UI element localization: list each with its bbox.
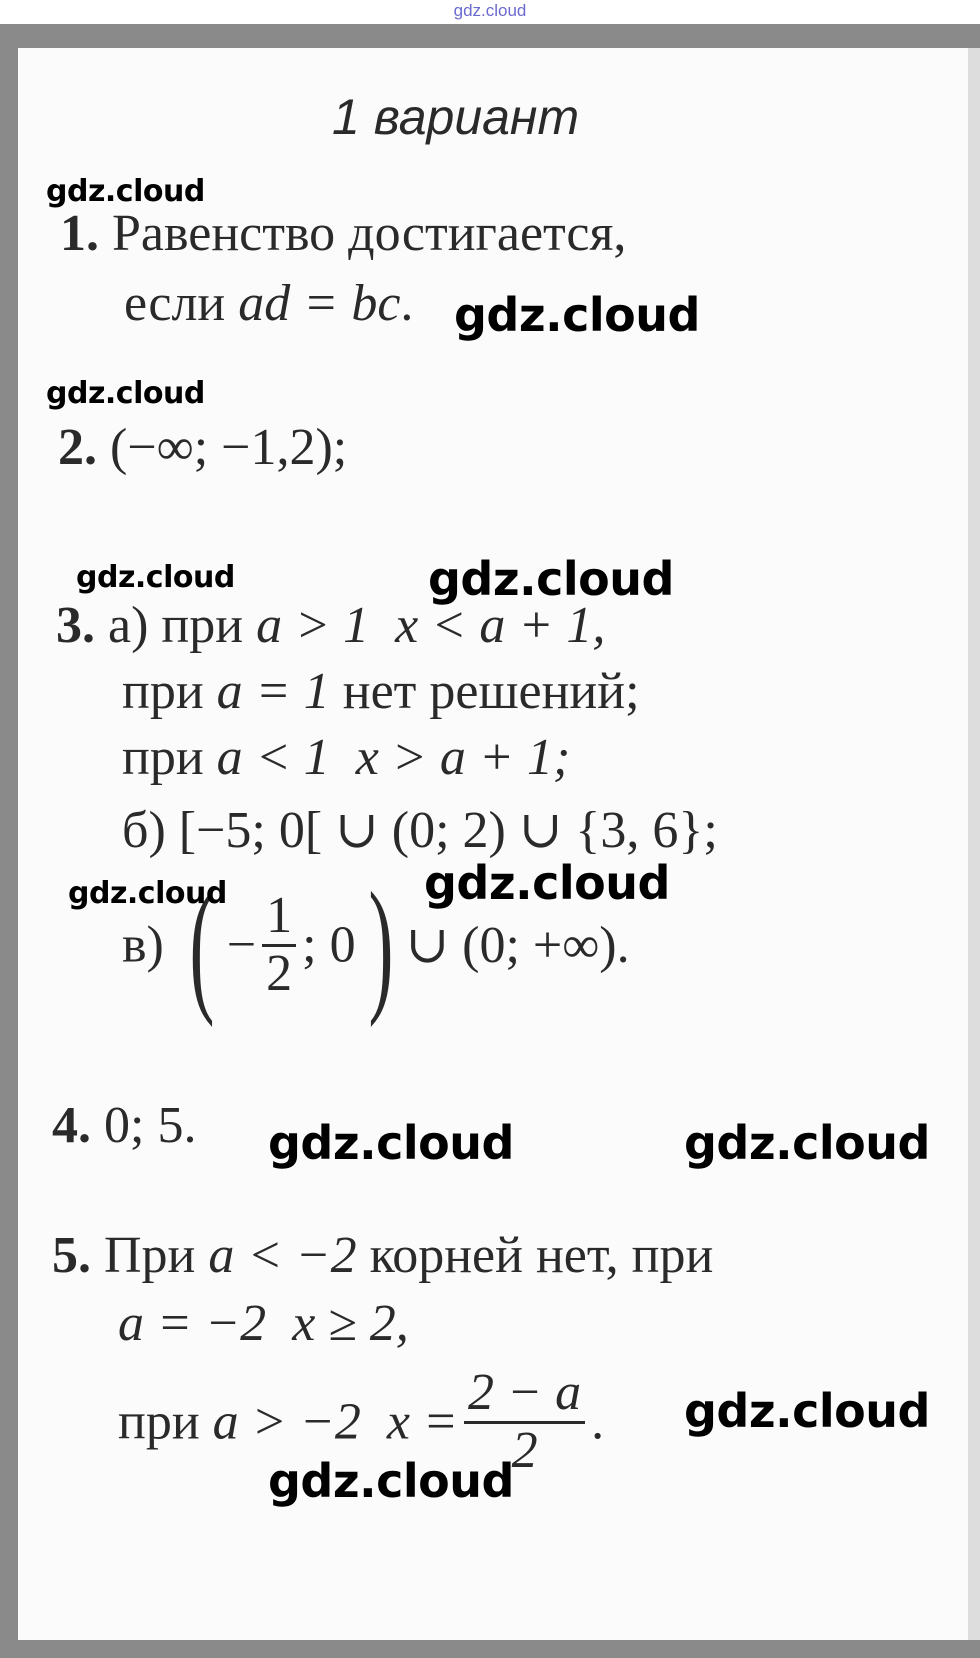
problem-3a-pre-3: при	[122, 729, 217, 786]
watermark: gdz.cloud	[46, 376, 205, 411]
page-title: 1 вариант	[332, 89, 580, 145]
fraction-numerator: 1	[262, 889, 296, 947]
problem-4-line	[52, 1096, 196, 1155]
problem-5-var: x =	[386, 1393, 459, 1451]
problem-3c-minus: −	[226, 916, 257, 974]
problem-1-line-1	[60, 204, 626, 263]
big-left-paren: (	[189, 862, 215, 1028]
problem-3-number: 3.	[56, 597, 95, 654]
problem-5-number: 5.	[52, 1227, 91, 1284]
watermark: gdz.cloud	[684, 1116, 930, 1170]
problem-5-pre-3: при	[118, 1393, 213, 1451]
problem-3a-pre-2: при	[122, 663, 217, 720]
problem-3-line-2	[122, 662, 640, 721]
problem-5-cond-2: a = −2	[118, 1295, 267, 1352]
problem-4-answer: 0; 5.	[104, 1097, 197, 1154]
problem-3a-cond-2: a = 1	[216, 663, 330, 720]
problem-5-post-1: корней нет, при	[356, 1227, 714, 1284]
watermark: gdz.cloud	[684, 1384, 930, 1438]
problem-1-period: .	[400, 275, 414, 332]
problem-3a-cond-1: a > 1	[256, 597, 370, 654]
watermark: gdz.cloud	[424, 856, 670, 910]
top-watermark: gdz.cloud	[453, 1, 527, 20]
problem-1-text: Равенство достигается,	[112, 205, 627, 262]
problem-3c-union: ∪ (0; +∞).	[405, 917, 630, 974]
problem-3a-res-3: x > a + 1;	[355, 729, 571, 786]
problem-3c-label: в)	[122, 916, 164, 974]
answer-page	[18, 48, 980, 1640]
problem-3a-res-1: x < a + 1,	[395, 597, 606, 654]
watermark: gdz.cloud	[68, 876, 227, 911]
problem-3-line-3	[122, 728, 570, 787]
watermark: gdz.cloud	[268, 1454, 514, 1508]
watermark: gdz.cloud	[46, 174, 205, 209]
big-right-paren: )	[368, 862, 394, 1028]
watermark: gdz.cloud	[428, 552, 674, 606]
problem-2-number: 2.	[58, 419, 97, 476]
problem-1-if: если	[124, 275, 239, 332]
problem-3b-line	[122, 800, 718, 860]
problem-3a-res-2: нет решений;	[329, 663, 640, 720]
problem-2-line	[58, 418, 347, 477]
problem-3b-answer: б) [−5; 0[ ∪ (0; 2) ∪ {3, 6};	[122, 802, 718, 859]
problem-4-number: 4.	[52, 1097, 91, 1154]
problem-5-line-1	[52, 1226, 713, 1285]
problem-5-cond-1: a < −2	[208, 1227, 357, 1284]
fraction-denominator: 2	[266, 944, 293, 1002]
fraction-denominator: 2	[511, 1421, 538, 1479]
page-edge	[968, 48, 980, 1640]
problem-5-pre-1: При	[104, 1227, 209, 1284]
problem-1-line-2	[124, 274, 413, 333]
problem-1-number: 1.	[60, 205, 99, 262]
problem-5-res-2: x ≥ 2,	[292, 1295, 409, 1352]
fraction-numerator: 2 − a	[464, 1366, 585, 1424]
problem-3c-fraction	[262, 886, 296, 1002]
problem-5-cond-3: a > −2	[212, 1393, 361, 1451]
problem-5-period: .	[591, 1393, 605, 1451]
watermark: gdz.cloud	[76, 560, 235, 595]
problem-3c-zero: ; 0	[302, 916, 356, 974]
problem-3a-cond-3: a < 1	[216, 729, 330, 786]
problem-2-answer: (−∞; −1,2);	[110, 419, 348, 476]
problem-1-condition: ad = bc	[238, 275, 401, 332]
problem-5-line-2	[118, 1294, 409, 1353]
watermark: gdz.cloud	[268, 1116, 514, 1170]
problem-3a-label: а) при	[108, 597, 257, 654]
watermark: gdz.cloud	[454, 288, 700, 342]
